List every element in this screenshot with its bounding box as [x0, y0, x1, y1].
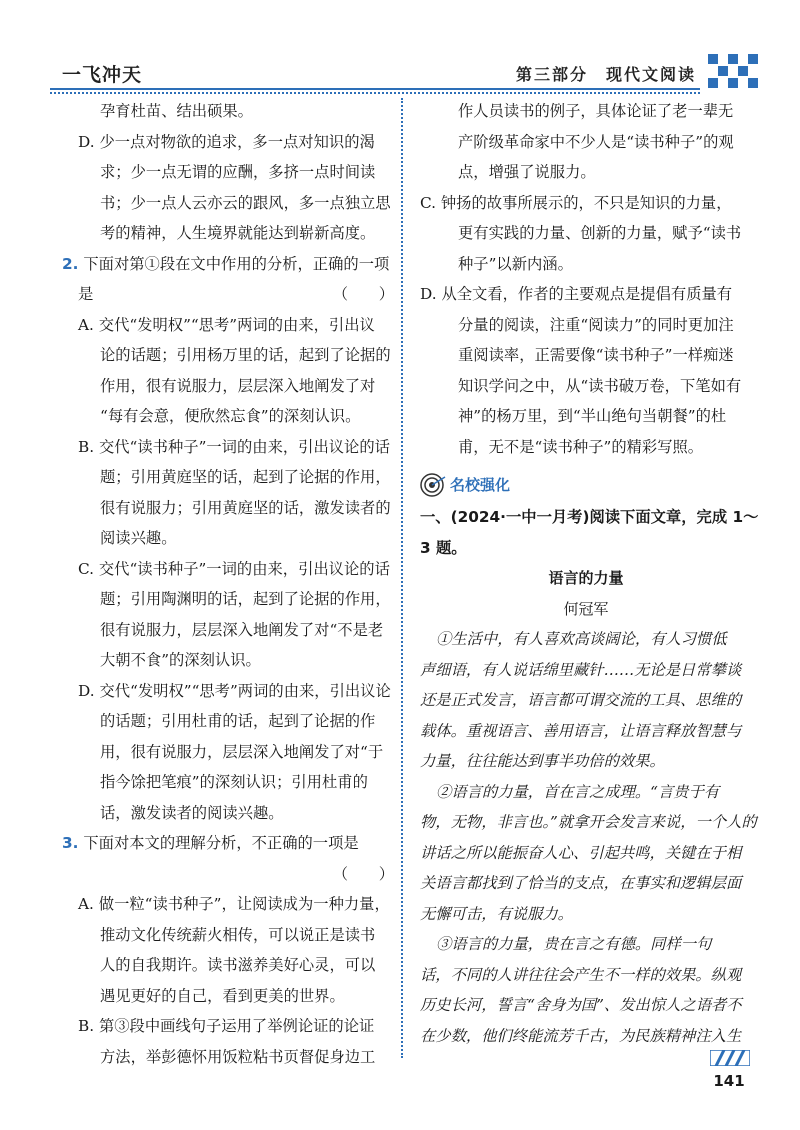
article-line: ①生活中，有人喜欢高谈阔论，有人习惯低 — [436, 630, 727, 648]
option-line: 种子”以新内涵。 — [458, 254, 573, 273]
option-line: 推动文化传统薪火相传，可以说正是读书 — [100, 925, 376, 944]
question-stem: 是 — [78, 285, 94, 303]
page-number-badge — [706, 1050, 752, 1092]
option-line: 产阶级革命家中不少人是“读书种子”的观 — [458, 132, 734, 151]
task-instruction-cont: 3 题。 — [420, 538, 467, 557]
option-line: 作用，很有说服力，层层深入地阐发了对 — [100, 376, 376, 395]
question-3-option-b[interactable] — [62, 1011, 394, 1072]
article-line: 无懈可击，有说服力。 — [420, 904, 573, 923]
question-number: 3. — [62, 834, 79, 852]
question-stem: 下面对第①段在文中作用的分析，正确的一项 — [83, 254, 390, 273]
brand-logo-text: 一飞冲天 — [62, 64, 143, 86]
question-2-option-d[interactable] — [62, 676, 394, 829]
question-2-option-a[interactable] — [62, 310, 394, 432]
section-banner — [420, 468, 752, 502]
option-line: 甫，无不是“读书种子”的精彩写照。 — [458, 437, 704, 456]
option-line: 阅读兴趣。 — [100, 529, 177, 547]
article-line: 声细语，有人说话绵里藏针……无论是日常攀谈 — [420, 660, 742, 679]
option-line: 重阅读率，正需要像“读书种子”一样痴迷 — [458, 346, 734, 364]
article-line: 讲话之所以能振奋人心、引起共鸣，关键在于相 — [420, 843, 742, 862]
option-line: 更有实践的力量、创新的力量，赋予“读书 — [458, 224, 742, 242]
question-3-option-d[interactable] — [420, 279, 752, 462]
article-line: 话，不同的人讲往往会产生不一样的效果。纵观 — [420, 965, 742, 984]
header-dotted-rule — [50, 92, 700, 94]
right-column — [420, 96, 759, 1051]
option-line: 神”的杨万里，到“半山绝句当朝餐”的杜 — [458, 407, 727, 425]
option-line: D. 从全文看，作者的主要观点是提倡有质量有 — [420, 285, 733, 303]
task-instruction: 一、(2024·一中一月考)阅读下面文章，完成 1～ — [420, 508, 759, 526]
option-line: 方法，举彭德怀用饭粒粘书页督促身边工 — [100, 1047, 376, 1066]
question-2-option-c[interactable] — [62, 554, 394, 676]
option-line: “每有会意，便欣然忘食”的深刻认识。 — [100, 407, 361, 425]
answer-bracket-line — [62, 859, 394, 890]
article-line: ③语言的力量，贵在言之有德。同样一句 — [436, 935, 712, 953]
text-line: 书；少一点人云亦云的跟风，多一点独立思 — [100, 193, 391, 212]
question-stem: 下面对本文的理解分析，不正确的一项是 — [83, 834, 359, 852]
article-line: 关语言都找到了恰当的支点，在事实和逻辑层面 — [420, 874, 742, 892]
article-author: 何冠军 — [563, 599, 609, 618]
option-line: 话，激发读者的阅读兴趣。 — [100, 803, 284, 822]
question-3-option-b-cont[interactable] — [420, 96, 752, 188]
page-number: 141 — [713, 1072, 745, 1090]
article-line: 载体。重视语言、善用语言，让语言释放智慧与 — [420, 721, 742, 740]
option-line: B. 交代“读书种子”一词的由来，引出议论的话 — [78, 437, 390, 456]
text-line: 孕育杜苗、结出硕果。 — [100, 102, 253, 120]
column-divider — [401, 98, 403, 1058]
left-column — [62, 96, 394, 1072]
article-title: 语言的力量 — [548, 569, 624, 587]
article-line: 还是正式发言，语言都可谓交流的工具、思维的 — [420, 691, 742, 709]
option-line: D. 交代“发明权”“思考”两词的由来，引出议论 — [78, 681, 391, 700]
option-line: 点，增强了说服力。 — [458, 163, 596, 181]
article-line: 物，无物，非言也。”就拿开会发言来说，一个人的 — [420, 813, 757, 831]
option-line: 题；引用黄庭坚的话，起到了论据的作用， — [100, 468, 391, 486]
option-line: 作人员读书的例子，具体论证了老一辈无 — [458, 102, 734, 120]
article-line: 力量，往往能达到事半功倍的效果。 — [420, 752, 665, 770]
question-2-stem-cont — [62, 279, 394, 310]
stripes-icon — [710, 1050, 750, 1066]
option-line: 人的自我期许。读书滋养美好心灵，可以 — [100, 956, 376, 974]
option-line: 分量的阅读，注重“阅读力”的同时更加注 — [458, 315, 734, 334]
checker-pattern-icon — [708, 54, 760, 90]
article-paragraph-2 — [420, 777, 757, 930]
article-paragraph-3 — [420, 929, 752, 1051]
option-line: B. 第③段中画线句子运用了举例论证的论证 — [78, 1017, 375, 1035]
option-line: 用，很有说服力，层层深入地阐发了对“于 — [100, 742, 384, 761]
text-line: 求；少一点无谓的应酬，多挤一点时间读 — [100, 163, 376, 181]
question-3-stem — [62, 828, 394, 859]
header-rule — [50, 88, 700, 90]
page-header — [50, 52, 760, 96]
article-paragraph-1 — [420, 624, 752, 777]
question-2-stem — [62, 249, 394, 280]
option-line: C. 交代“读书种子”一词的由来，引出议论的话 — [78, 559, 390, 578]
option-line: 的话题；引用杜甫的话，起到了论据的作 — [100, 712, 376, 730]
target-icon — [420, 472, 446, 498]
option-line: 题；引用陶渊明的话，起到了论据的作用， — [100, 590, 391, 608]
section-title: 第三部分 现代文阅读 — [515, 65, 696, 84]
question-3-option-a[interactable] — [62, 889, 394, 1011]
text-line: 考的精神，人生境界就能达到崭新高度。 — [100, 224, 376, 242]
article-line: 在少数，他们终能流芳千古，为民族精神注入生 — [420, 1026, 742, 1045]
option-line: 大朝不食”的深刻认识。 — [100, 651, 261, 669]
option-line: A. 做一粒“读书种子”，让阅读成为一种力量， — [78, 895, 390, 913]
answer-bracket: （ ） — [332, 285, 394, 303]
option-line: A. 交代“发明权”“思考”两词的由来，引出议 — [78, 315, 375, 334]
answer-bracket: （ ） — [332, 864, 394, 883]
option-line: 指今馀把笔痕”的深刻认识；引用杜甫的 — [100, 773, 368, 791]
question-3-option-c[interactable] — [420, 188, 752, 280]
question-number: 2. — [62, 254, 79, 273]
text-line: D. 少一点对物欲的追求，多一点对知识的渴 — [78, 132, 375, 151]
option-line: 遇见更好的自己，看到更美的世界。 — [100, 986, 345, 1005]
article-line: 历史长河，誓言“舍身为国”、发出惊人之语者不 — [420, 996, 742, 1014]
option-line: 很有说服力，层层深入地阐发了对“不是老 — [100, 620, 384, 639]
banner-label: 名校强化 — [450, 475, 511, 494]
option-line: 知识学问之中，从“读书破万卷，下笔如有 — [458, 376, 742, 395]
question-2-option-b[interactable] — [62, 432, 394, 554]
option-line: 论的话题；引用杨万里的话，起到了论据的 — [100, 346, 391, 364]
option-line: C. 钟扬的故事所展示的，不只是知识的力量， — [420, 193, 732, 212]
article-line: ②语言的力量，首在言之成理。“言贵于有 — [436, 782, 720, 801]
option-line: 很有说服力；引用黄庭坚的话，激发读者的 — [100, 498, 391, 517]
